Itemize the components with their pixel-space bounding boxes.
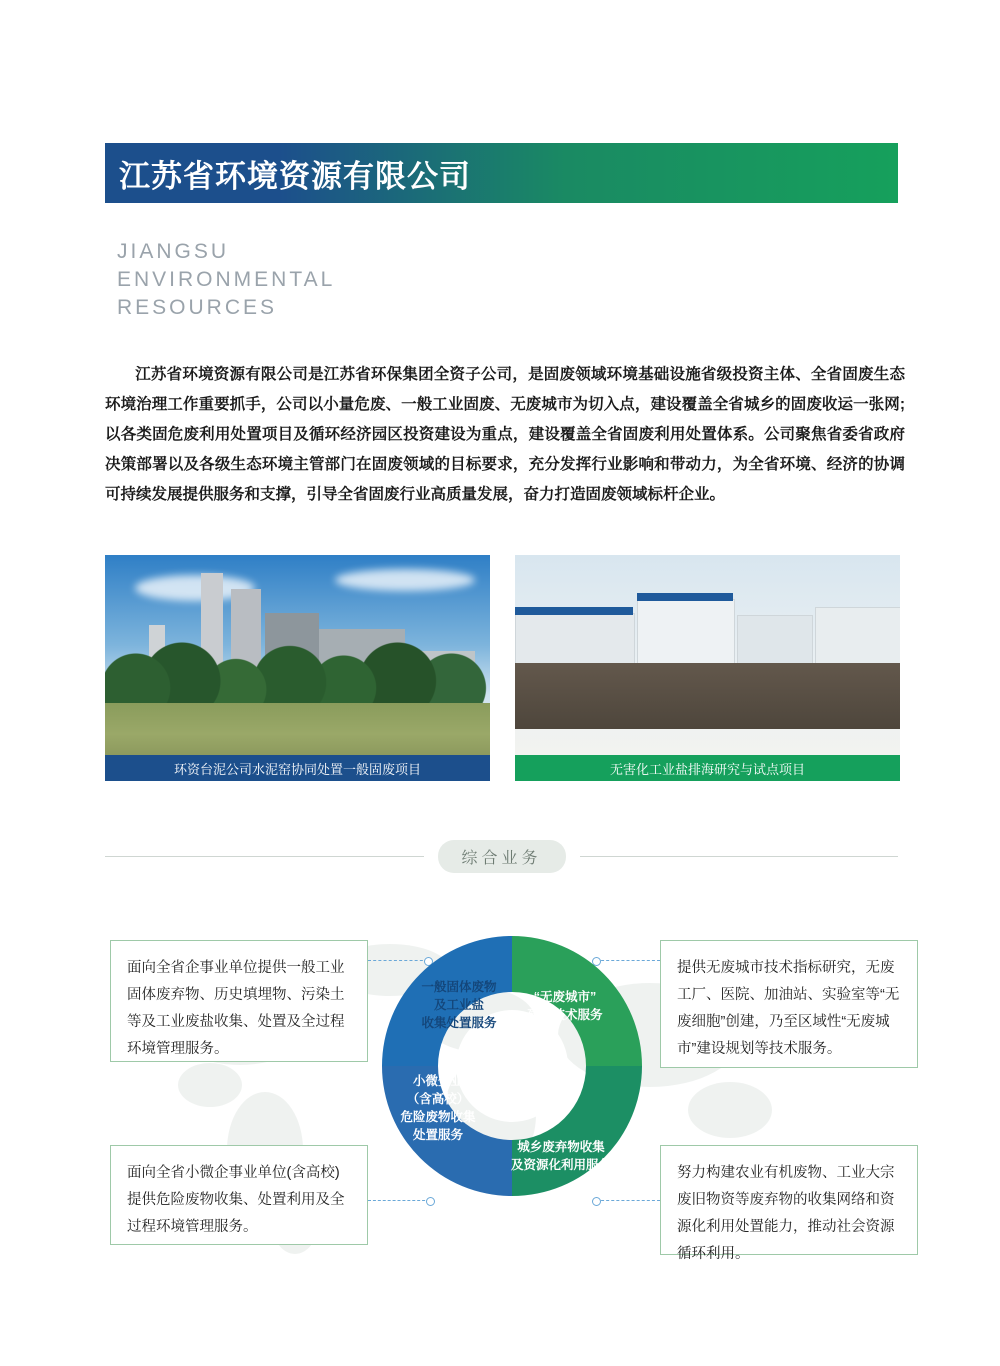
divider-line-right xyxy=(580,856,899,857)
cloud-shape xyxy=(335,569,475,591)
note-top-left: 面向全省企事业单位提供一般工业固体废弃物、历史填埋物、污染土等及工业废盐收集、处置及全过程环境管理服务。 xyxy=(110,940,368,1062)
grass-field xyxy=(105,703,490,755)
cement-plant-image xyxy=(105,555,490,755)
section-divider xyxy=(105,840,898,872)
divider-line-left xyxy=(105,856,424,857)
note-top-right: 提供无废城市技术指标研究，无废工厂、医院、加油站、实验室等“无废细胞”创建，乃至区域性“无废城市”建设规划等技术服务。 xyxy=(660,940,918,1068)
roof-edge xyxy=(637,593,733,601)
ring-label-solid-waste: 一般固体废物 及工业盐 收集处置服务 xyxy=(421,980,497,1030)
note-bottom-left: 面向全省小微企事业单位(含高校)提供危险废物收集、处置利用及全过程环境管理服务。 xyxy=(110,1145,368,1245)
subtitle-line-1: JIANGSU xyxy=(117,240,230,263)
tree-line xyxy=(105,639,490,709)
page-title: 江苏省环境资源有限公司 xyxy=(119,158,471,194)
subtitle-line-3: RESOURCES xyxy=(117,296,278,319)
intro-paragraph xyxy=(105,360,905,510)
header-banner xyxy=(105,143,898,203)
business-diagram xyxy=(0,900,1000,1320)
photo-caption: 环资台泥公司水泥窑协同处置一般固废项目 xyxy=(105,755,490,781)
roof-edge xyxy=(515,607,633,615)
photo-gallery xyxy=(105,555,900,781)
photo-card-cement xyxy=(105,555,490,781)
ring-label-urban-rural: 城乡废弃物收集 及资源化利用服务 xyxy=(510,1140,611,1172)
intro-paragraph-text: 江苏省环境资源有限公司是江苏省环保集团全资子公司，是固废领域环境基础设施省级投资主体、全省固废生态环境治理工作重要抓手，公司以小量危废、一般工业固废、无废城市为切入点，建设覆盖全省城乡的固废收运一张网;以各类固危废利用处置项目及循环经济园区投资建设为重点，建设覆盖全省固废利用处置体系。公司聚焦省委省政府决策部署以及各级生态环境主管部门在固废领域的目标要求，充分发挥行业影响和带动力，为全省环境、经济的协调可持续发展提供服务和支撑，引导全省固废行业高质量发展，奋力打造固废领域标杆企业。 xyxy=(105,366,905,503)
note-bottom-right: 努力构建农业有机废物、工业大宗废旧物资等废弃物的收集网络和资源化利用处置能力，推动社会资源循环利用。 xyxy=(660,1145,918,1255)
section-label: 综合业务 xyxy=(438,840,566,873)
ring-label-zero-waste: “无废城市” 建设技术服务 xyxy=(527,990,603,1022)
photo-caption: 无害化工业盐排海研究与试点项目 xyxy=(515,755,900,781)
subtitle-line-2: ENVIRONMENTAL xyxy=(117,268,336,291)
ground-area xyxy=(515,663,900,729)
english-subtitle xyxy=(117,238,335,322)
photo-card-facility xyxy=(515,555,900,781)
ring-label-sme: 小微企业 （含高校） 危险废物收集 处置服务 xyxy=(400,1074,476,1142)
industrial-facility-image xyxy=(515,555,900,755)
